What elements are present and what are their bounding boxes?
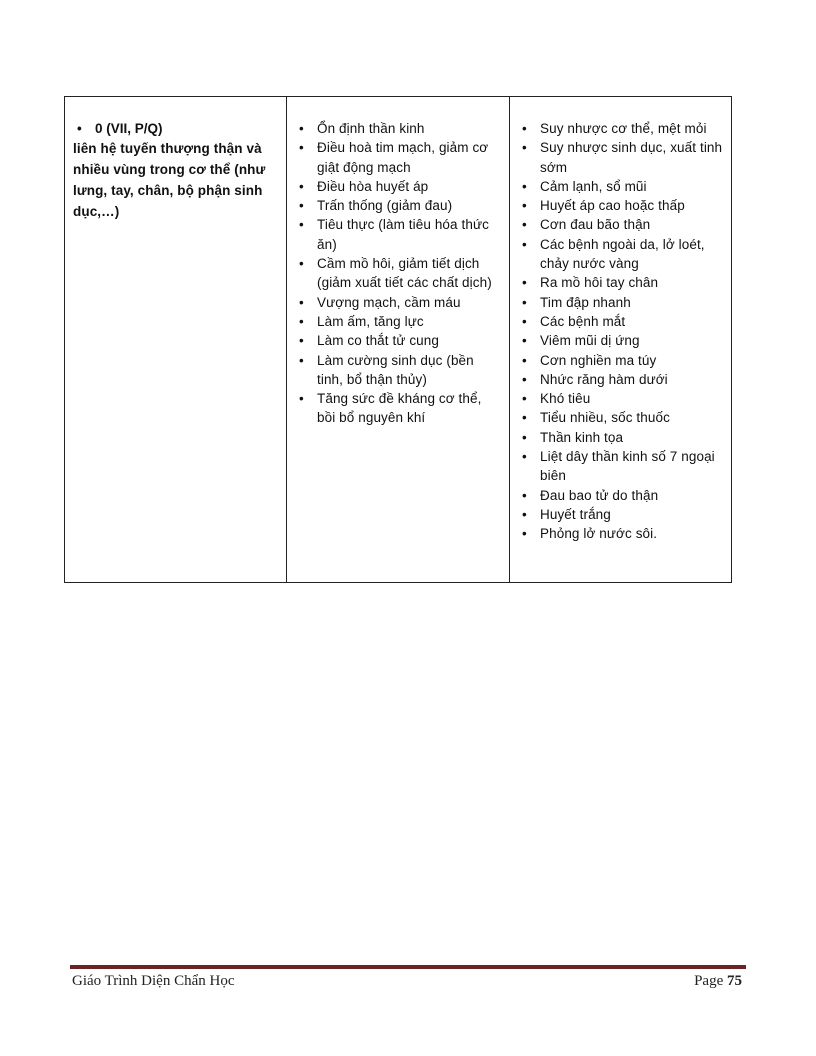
bullet-icon: • bbox=[522, 294, 527, 310]
indication-item-text: Suy nhược cơ thể, mệt mỏi bbox=[540, 121, 707, 136]
bullet-icon: • bbox=[522, 178, 527, 194]
bullet-icon: • bbox=[299, 294, 304, 310]
effect-item-text: Vượng mạch, cầm máu bbox=[317, 294, 461, 310]
bullet-icon: • bbox=[299, 256, 304, 272]
bullet-icon: • bbox=[299, 352, 304, 368]
effect-item bbox=[295, 351, 501, 390]
bullet-icon: • bbox=[299, 313, 304, 329]
point-heading bbox=[77, 119, 278, 138]
indication-item-text: Cơn nghiền ma túy bbox=[540, 352, 657, 368]
indication-item bbox=[518, 408, 723, 427]
effect-item bbox=[295, 312, 501, 331]
bullet-icon: • bbox=[299, 121, 304, 136]
bullet-icon: • bbox=[299, 217, 304, 233]
effect-item-text: Tiêu thực (làm tiêu hóa thức ăn) bbox=[317, 217, 489, 252]
indication-item bbox=[518, 428, 723, 447]
indication-item bbox=[518, 351, 723, 370]
bullet-icon: • bbox=[522, 313, 527, 329]
bullet-icon: • bbox=[522, 487, 527, 503]
footer-page bbox=[694, 973, 742, 990]
bullet-icon: • bbox=[522, 429, 527, 445]
indication-item-text: Nhức răng hàm dưới bbox=[540, 371, 668, 387]
indication-item-text: Ra mồ hôi tay chân bbox=[540, 275, 659, 291]
bullet-icon: • bbox=[299, 391, 304, 407]
indication-item bbox=[518, 177, 723, 196]
effects-list bbox=[295, 119, 501, 428]
bullet-icon: • bbox=[522, 449, 527, 465]
bullet-icon: • bbox=[522, 121, 527, 136]
bullet-icon: • bbox=[522, 371, 527, 387]
indication-item bbox=[518, 119, 723, 138]
bullet-icon: • bbox=[299, 140, 304, 156]
indication-item-text: Liệt dây thần kinh số 7 ngoại biên bbox=[540, 449, 715, 484]
indication-item bbox=[518, 389, 723, 408]
effect-item bbox=[295, 331, 501, 350]
indication-item bbox=[518, 370, 723, 389]
indication-item-text: Thần kinh tọa bbox=[540, 429, 624, 445]
indication-item bbox=[518, 486, 723, 505]
table-column-effects bbox=[287, 97, 510, 582]
indication-item-text: Khó tiêu bbox=[540, 391, 591, 407]
indication-item-text: Suy nhược sinh dục, xuất tinh sớm bbox=[540, 140, 723, 175]
indication-item-text: Tiểu nhiều, sốc thuốc bbox=[540, 410, 670, 426]
indication-item-text: Cảm lạnh, sổ mũi bbox=[540, 178, 647, 194]
indication-item-text: Phỏng lở nước sôi. bbox=[540, 526, 658, 542]
bullet-icon: • bbox=[522, 333, 527, 349]
bullet-icon: • bbox=[299, 178, 304, 194]
indication-item-text: Cơn đau bão thận bbox=[540, 217, 651, 233]
table-column-point bbox=[65, 97, 287, 582]
table-column-indications bbox=[510, 97, 731, 582]
effect-item-text: Làm co thắt tử cung bbox=[317, 333, 440, 349]
indication-item bbox=[518, 273, 723, 292]
effect-item bbox=[295, 215, 501, 254]
indication-item bbox=[518, 524, 723, 543]
indication-item-text: Huyết trắng bbox=[540, 506, 611, 522]
bullet-icon: • bbox=[522, 198, 527, 214]
indication-item-text: Tim đập nhanh bbox=[540, 294, 631, 310]
effect-item-text: Điều hoà tim mạch, giảm cơ giật động mạch bbox=[317, 140, 489, 175]
effect-item bbox=[295, 293, 501, 312]
bullet-icon: • bbox=[77, 121, 82, 136]
effect-item bbox=[295, 177, 501, 196]
indication-item bbox=[518, 447, 723, 486]
indication-item bbox=[518, 196, 723, 215]
indication-item bbox=[518, 312, 723, 331]
page-label: Page bbox=[694, 973, 724, 989]
indication-item bbox=[518, 293, 723, 312]
effect-item-text: Làm ấm, tăng lực bbox=[317, 313, 424, 329]
indication-item-text: Đau bao tử do thận bbox=[540, 487, 659, 503]
indication-item bbox=[518, 138, 723, 177]
bullet-icon: • bbox=[522, 217, 527, 233]
bullet-icon: • bbox=[522, 236, 527, 252]
indications-list bbox=[518, 119, 723, 544]
content-table bbox=[64, 96, 732, 583]
page-number: 75 bbox=[727, 973, 742, 989]
effect-item-text: Làm cường sinh dục (bền tinh, bổ thận thủy) bbox=[317, 352, 474, 387]
effect-item-text: Điều hòa huyết áp bbox=[317, 178, 429, 194]
indication-item bbox=[518, 505, 723, 524]
indication-item bbox=[518, 331, 723, 350]
bullet-icon: • bbox=[299, 198, 304, 214]
effect-item bbox=[295, 389, 501, 428]
bullet-icon: • bbox=[522, 410, 527, 426]
indication-item-text: Các bệnh mắt bbox=[540, 313, 626, 329]
effect-item-text: Trấn thống (giảm đau) bbox=[317, 198, 453, 214]
effect-item bbox=[295, 254, 501, 293]
indication-item-text: Viêm mũi dị ứng bbox=[540, 333, 640, 349]
bullet-icon: • bbox=[522, 352, 527, 368]
point-label: 0 (VII, P/Q) bbox=[95, 121, 163, 136]
indication-item bbox=[518, 215, 723, 234]
point-description: liên hệ tuyến thượng thận và nhiều vùng trong cơ thể (như lưng, tay, chân, bộ phận sinh dục,…) bbox=[73, 141, 266, 219]
bullet-icon: • bbox=[522, 275, 527, 291]
bullet-icon: • bbox=[522, 391, 527, 407]
footer-title: Giáo Trình Diện Chẩn Học bbox=[72, 973, 235, 989]
effect-item bbox=[295, 119, 501, 138]
effect-item-text: Cầm mồ hôi, giảm tiết dịch (giảm xuất tiết các chất dịch) bbox=[317, 256, 492, 291]
effect-item bbox=[295, 138, 501, 177]
effect-item bbox=[295, 196, 501, 215]
bullet-icon: • bbox=[522, 506, 527, 522]
indication-item bbox=[518, 235, 723, 274]
bullet-icon: • bbox=[522, 140, 527, 156]
bullet-icon: • bbox=[522, 526, 527, 542]
indication-item-text: Các bệnh ngoài da, lở loét, chảy nước vàng bbox=[540, 236, 705, 272]
effect-item-text: Ổn định thần kinh bbox=[317, 121, 425, 136]
indication-item-text: Huyết áp cao hoặc thấp bbox=[540, 198, 685, 214]
footer-divider bbox=[70, 965, 746, 969]
effect-item-text: Tăng sức đề kháng cơ thể, bồi bổ nguyên khí bbox=[317, 391, 482, 426]
bullet-icon: • bbox=[299, 333, 304, 349]
